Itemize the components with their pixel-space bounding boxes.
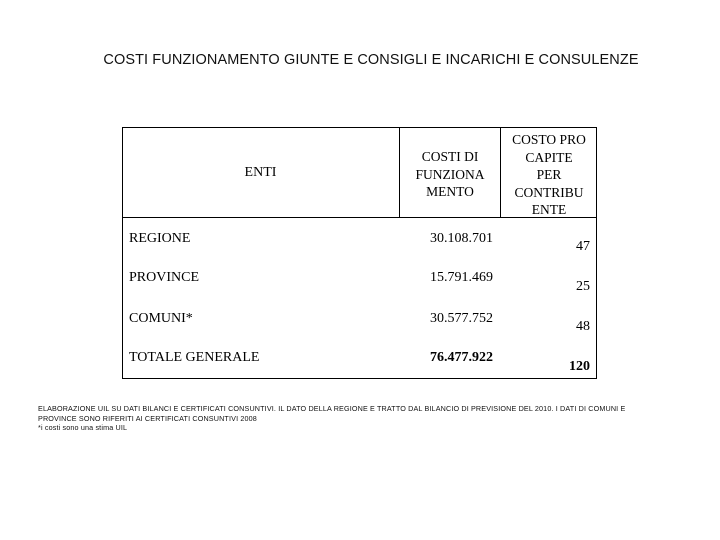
row-regione-costo: 30.108.701 — [430, 231, 493, 246]
row-province-costo: 15.791.469 — [430, 270, 493, 285]
page-title: COSTI FUNZIONAMENTO GIUNTE E CONSIGLI E INCARICHI E CONSULENZE — [103, 52, 639, 68]
row-comuni-capite: 48 — [576, 319, 590, 334]
row-regione-capite: 47 — [576, 239, 590, 254]
header-capite-line: PER — [536, 167, 562, 182]
row-comuni-costo: 30.577.752 — [430, 311, 493, 326]
row-totale-costo: 76.477.922 — [430, 350, 493, 365]
header-enti: ENTI — [244, 165, 277, 180]
header-costi-line: FUNZIONA — [415, 166, 485, 182]
header-costi-line: MENTO — [426, 184, 474, 199]
row-province-capite: 25 — [576, 279, 590, 294]
row-comuni-ente: COMUNI* — [129, 311, 193, 326]
source-note — [38, 404, 710, 433]
row-totale-capite: 120 — [569, 359, 590, 374]
header-capite-line: CAPITE — [525, 149, 573, 165]
header-capite-line: ENTE — [531, 202, 567, 217]
header-costo-pro-capite — [501, 131, 597, 219]
header-costi — [400, 148, 500, 201]
source-note-line: ELABORAZIONE UIL SU DATI BILANCI E CERTIFICATI CONSUNTIVI. IL DATO DELLA REGIONE E TRATTO DAL BILANCIO DI PREVISIONE DEL 2010. I DATI DI COMUNI E — [38, 404, 626, 413]
row-totale-ente: TOTALE GENERALE — [129, 350, 260, 365]
header-capite-line: CONTRIBU — [514, 184, 584, 200]
row-province-ente: PROVINCE — [129, 270, 200, 285]
row-regione-ente: REGIONE — [129, 231, 191, 246]
source-note-line: *i costi sono una stima UIL — [38, 423, 128, 433]
source-note-line: PROVINCE SONO RIFERITI AI CERTIFICATI CONSUNTIVI 2008 — [38, 413, 257, 423]
header-capite-line: COSTO PRO — [512, 132, 586, 147]
header-costi-line: COSTI DI — [421, 149, 479, 164]
